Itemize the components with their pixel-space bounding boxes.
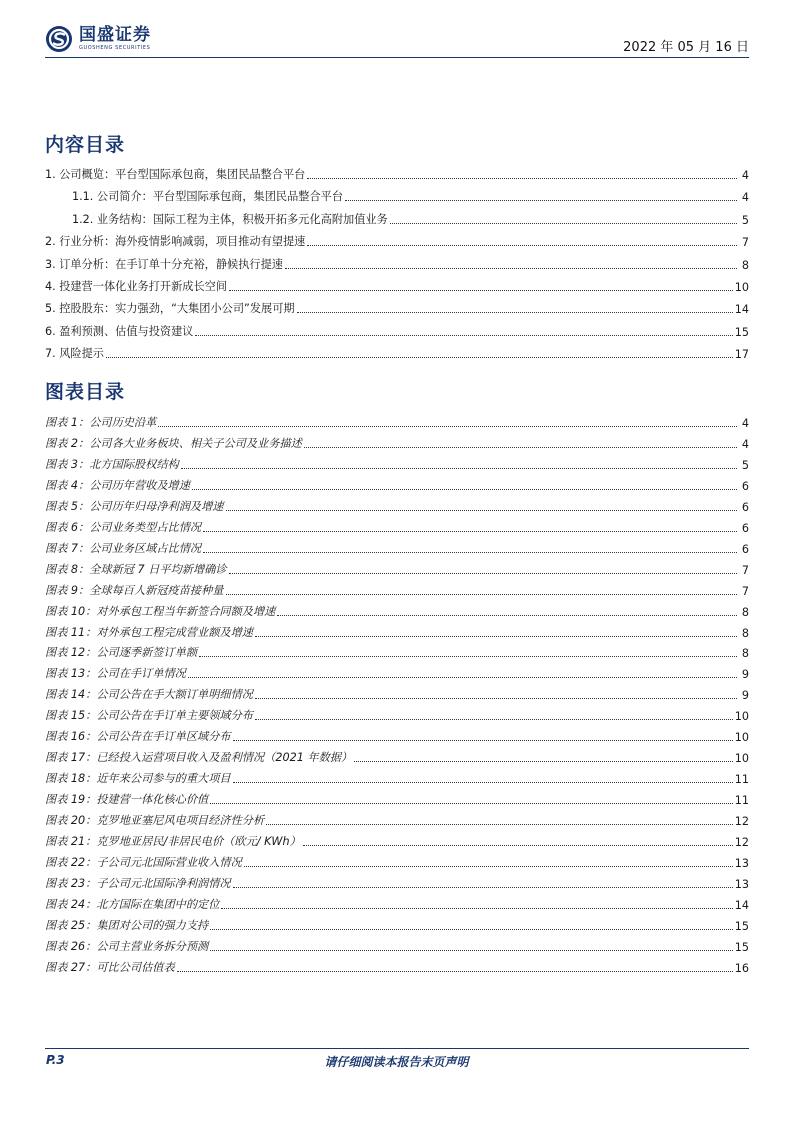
toc-entry-page: 14 bbox=[734, 898, 749, 912]
toc-entry-text: 图表 22：子公司元北国际营业收入情况 bbox=[45, 855, 242, 869]
toc-entry[interactable] bbox=[45, 892, 749, 912]
toc-entry-text: 3. 订单分析：在手订单十分充裕，静候执行提速 bbox=[45, 257, 283, 271]
toc-entry[interactable] bbox=[45, 661, 749, 681]
toc-entry-text: 5. 控股股东：实力强劲，“大集团小公司”发展可期 bbox=[45, 302, 295, 316]
toc-entry-page: 16 bbox=[734, 961, 749, 975]
toc-entry-text: 图表 1：公司历史沿革 bbox=[45, 416, 157, 429]
toc-entry[interactable] bbox=[45, 640, 749, 660]
dot-leader bbox=[181, 468, 737, 469]
dot-leader bbox=[188, 677, 737, 678]
toc-entry-page: 5 bbox=[741, 213, 749, 227]
toc-entry-text: 图表 9：全球每百人新冠疫苗接种量 bbox=[45, 583, 224, 597]
toc-entry-page: 6 bbox=[741, 521, 749, 535]
toc-entry-text: 图表 15：公司公告在手订单主要领域分布 bbox=[45, 709, 253, 723]
toc-entry-page: 7 bbox=[741, 563, 749, 577]
toc-entry-page: 6 bbox=[741, 479, 749, 493]
dot-leader bbox=[255, 698, 737, 699]
toc-entry-text: 图表 7：公司业务区域占比情况 bbox=[45, 541, 202, 555]
page-header bbox=[45, 22, 749, 56]
toc-entry[interactable] bbox=[45, 452, 749, 472]
toc-entry-text: 图表 5：公司历年归母净利润及增速 bbox=[45, 499, 224, 513]
toc-entry-text: 图表 11：对外承包工程完成营业额及增速 bbox=[45, 625, 253, 639]
toc-entry-page: 13 bbox=[734, 856, 749, 870]
toc-entry-text: 7. 风险提示 bbox=[45, 347, 104, 361]
toc-entry-text: 6. 盈利预测、估值与投资建议 bbox=[45, 324, 194, 338]
dot-leader bbox=[266, 824, 733, 825]
toc-entry[interactable] bbox=[45, 745, 749, 765]
dot-leader bbox=[221, 908, 732, 909]
toc-entry-page: 10 bbox=[734, 710, 749, 724]
toc-entry-text: 图表 17：已经投入运营项目收入及盈利情况（2021 年数据） bbox=[45, 751, 353, 765]
logo-english-name: GUOSHENG SECURITIES bbox=[79, 45, 151, 51]
toc-entry-text: 图表 25：集团对公司的强力支持 bbox=[45, 918, 209, 932]
toc-entry-text: 2. 行业分析：海外疫情影响减弱，项目推动有望提速 bbox=[45, 235, 306, 249]
dot-leader bbox=[304, 447, 737, 448]
toc-entry-page: 10 bbox=[734, 281, 749, 294]
toc-entry-page: 8 bbox=[741, 626, 749, 640]
toc-entry-text: 图表 18：近年来公司参与的重大项目 bbox=[45, 772, 231, 786]
dot-leader bbox=[158, 426, 737, 427]
toc-entry[interactable] bbox=[45, 494, 749, 514]
dot-leader bbox=[307, 245, 737, 246]
toc-entry-page: 11 bbox=[734, 794, 749, 808]
dot-leader bbox=[390, 223, 737, 224]
footer-divider bbox=[45, 1048, 749, 1049]
toc-entry[interactable] bbox=[45, 850, 749, 870]
toc-entry[interactable] bbox=[45, 934, 749, 954]
disclaimer-note: 请仔细阅读本报告末页声明 bbox=[324, 1055, 469, 1069]
toc-entry[interactable] bbox=[45, 252, 749, 272]
toc-entry[interactable] bbox=[45, 682, 749, 702]
page-number: P.3 bbox=[46, 1053, 65, 1067]
toc-entry-text: 图表 23：子公司元北国际净利润情况 bbox=[45, 876, 231, 890]
toc-entry-page: 6 bbox=[741, 542, 749, 556]
toc-entry[interactable] bbox=[45, 620, 749, 640]
toc-entry[interactable] bbox=[45, 955, 749, 975]
dot-leader bbox=[297, 312, 733, 313]
toc-entry[interactable] bbox=[45, 431, 749, 451]
toc-entry[interactable] bbox=[45, 703, 749, 723]
toc-entry[interactable] bbox=[45, 536, 749, 556]
dot-leader bbox=[210, 950, 733, 951]
toc-entry-page: 7 bbox=[741, 236, 749, 250]
toc-entry-page: 15 bbox=[734, 940, 749, 954]
toc-entry-page: 10 bbox=[734, 752, 749, 766]
dot-leader bbox=[199, 656, 737, 657]
dot-leader bbox=[285, 268, 737, 269]
toc-entry[interactable] bbox=[45, 296, 749, 316]
toc-entry-page: 6 bbox=[741, 500, 749, 514]
toc-entry-text: 图表 2：公司各大业务板块、相关子公司及业务描述 bbox=[45, 436, 302, 450]
logo-chinese-name: 国盛证券 bbox=[79, 25, 151, 45]
toc-entry-text: 图表 26：公司主营业务拆分预测 bbox=[45, 939, 209, 953]
toc-entry[interactable] bbox=[45, 599, 749, 619]
toc-entry[interactable] bbox=[45, 766, 749, 786]
toc-entry-page: 15 bbox=[734, 325, 749, 339]
toc-entry-page: 5 bbox=[741, 458, 749, 472]
dot-leader bbox=[106, 357, 733, 358]
toc-entry-page: 9 bbox=[741, 668, 749, 682]
toc-entry-text: 图表 19：投建营一体化核心价值 bbox=[45, 793, 209, 807]
report-date: 2022 年 05 月 16 日 bbox=[623, 40, 749, 55]
toc-entry-text: 图表 4：公司历年营收及增速 bbox=[45, 478, 190, 492]
toc-entry-page: 9 bbox=[741, 689, 749, 703]
dot-leader bbox=[233, 782, 733, 783]
toc-entry-page: 10 bbox=[734, 731, 749, 745]
dot-leader bbox=[255, 636, 737, 637]
toc-entry[interactable] bbox=[45, 515, 749, 535]
toc-entry-page: 13 bbox=[734, 877, 749, 891]
dot-leader bbox=[255, 719, 733, 720]
toc-entry[interactable] bbox=[45, 557, 749, 577]
toc-entry-text: 1.2. 业务结构：国际工程为主体，积极开拓多元化高附加值业务 bbox=[72, 212, 388, 226]
toc-entry-page: 11 bbox=[734, 773, 749, 787]
dot-leader bbox=[192, 489, 737, 490]
guosheng-logo bbox=[45, 22, 151, 56]
toc-entry-text: 图表 3：北方国际股权结构 bbox=[45, 457, 179, 471]
toc-entry[interactable] bbox=[45, 229, 749, 249]
toc-entry-page: 4 bbox=[741, 191, 749, 205]
dot-leader bbox=[195, 335, 732, 336]
dot-leader bbox=[277, 615, 737, 616]
toc-entry-text: 图表 21：克罗地亚居民/非居民电价（欧元/ KWh） bbox=[45, 835, 301, 848]
dot-leader bbox=[345, 200, 737, 201]
toc-entry[interactable] bbox=[45, 341, 749, 361]
toc-entry-page: 8 bbox=[741, 258, 749, 272]
toc-entry-text: 图表 6：公司业务类型占比情况 bbox=[45, 520, 202, 534]
toc-entry[interactable] bbox=[45, 162, 749, 182]
toc-entry[interactable] bbox=[72, 207, 749, 227]
toc-entry-page: 8 bbox=[741, 605, 749, 619]
toc-entry-text: 图表 13：公司在手订单情况 bbox=[45, 667, 186, 681]
toc-entry[interactable] bbox=[45, 724, 749, 744]
toc-entry-text: 图表 24：北方国际在集团中的定位 bbox=[45, 897, 220, 911]
toc-entry-text: 4. 投建营一体化业务打开新成长空间 bbox=[45, 280, 228, 293]
toc-entry-page: 14 bbox=[734, 303, 749, 317]
toc-entry[interactable] bbox=[45, 319, 749, 339]
toc-entry[interactable] bbox=[45, 410, 749, 430]
toc-entry-page: 8 bbox=[741, 647, 749, 661]
dot-leader bbox=[307, 178, 737, 179]
header-divider bbox=[45, 57, 749, 58]
guosheng-logo-icon bbox=[45, 25, 73, 53]
toc-entry-page: 17 bbox=[734, 348, 749, 362]
toc-entry-text: 1. 公司概览：平台型国际承包商，集团民品整合平台 bbox=[45, 168, 306, 181]
dot-leader bbox=[233, 887, 733, 888]
dot-leader bbox=[177, 971, 733, 972]
toc-entry-text: 图表 14：公司公告在手大额订单明细情况 bbox=[45, 688, 253, 702]
toc-entry-page: 7 bbox=[741, 584, 749, 598]
dot-leader bbox=[210, 803, 733, 804]
dot-leader bbox=[233, 740, 733, 741]
dot-leader bbox=[303, 845, 733, 846]
toc-entry-text: 图表 27：可比公司估值表 bbox=[45, 960, 175, 974]
dot-leader bbox=[203, 531, 737, 532]
toc-entry-text: 图表 20：克罗地亚塞尼风电项目经济性分析 bbox=[45, 814, 265, 828]
toc-entry[interactable] bbox=[45, 808, 749, 828]
toc-entry[interactable] bbox=[45, 274, 749, 294]
dot-leader bbox=[244, 866, 733, 867]
toc-entry-text: 1.1. 公司简介：平台型国际承包商，集团民品整合平台 bbox=[72, 190, 344, 204]
dot-leader bbox=[203, 552, 737, 553]
toc-entry[interactable] bbox=[45, 787, 749, 807]
toc-title: 内容目录 bbox=[45, 134, 126, 156]
toc-entry[interactable] bbox=[45, 473, 749, 493]
toc-entry-page: 12 bbox=[734, 836, 749, 849]
toc-entry[interactable] bbox=[45, 871, 749, 891]
toc-entry[interactable] bbox=[45, 913, 749, 933]
toc-entry-text: 图表 10：对外承包工程当年新签合同额及增速 bbox=[45, 604, 276, 618]
toc-entry-page: 4 bbox=[741, 169, 749, 182]
toc-entry-page: 12 bbox=[734, 815, 749, 829]
toc-entry-text: 图表 12：公司逐季新签订单额 bbox=[45, 646, 198, 660]
dot-leader bbox=[229, 290, 733, 291]
toc-entry[interactable] bbox=[45, 829, 749, 849]
chart-index-title: 图表目录 bbox=[45, 381, 126, 403]
toc-entry-page: 4 bbox=[741, 417, 749, 430]
toc-entry[interactable] bbox=[45, 578, 749, 598]
toc-entry-page: 4 bbox=[741, 437, 749, 451]
dot-leader bbox=[226, 510, 738, 511]
toc-entry-text: 图表 8：全球新冠 7 日平均新增确诊 bbox=[45, 562, 227, 576]
toc-entry-text: 图表 16：公司公告在手订单区域分布 bbox=[45, 730, 231, 744]
toc-entry[interactable] bbox=[72, 184, 749, 204]
dot-leader bbox=[226, 594, 738, 595]
dot-leader bbox=[210, 929, 733, 930]
dot-leader bbox=[229, 573, 737, 574]
dot-leader bbox=[354, 761, 733, 762]
toc-entry-page: 15 bbox=[734, 919, 749, 933]
